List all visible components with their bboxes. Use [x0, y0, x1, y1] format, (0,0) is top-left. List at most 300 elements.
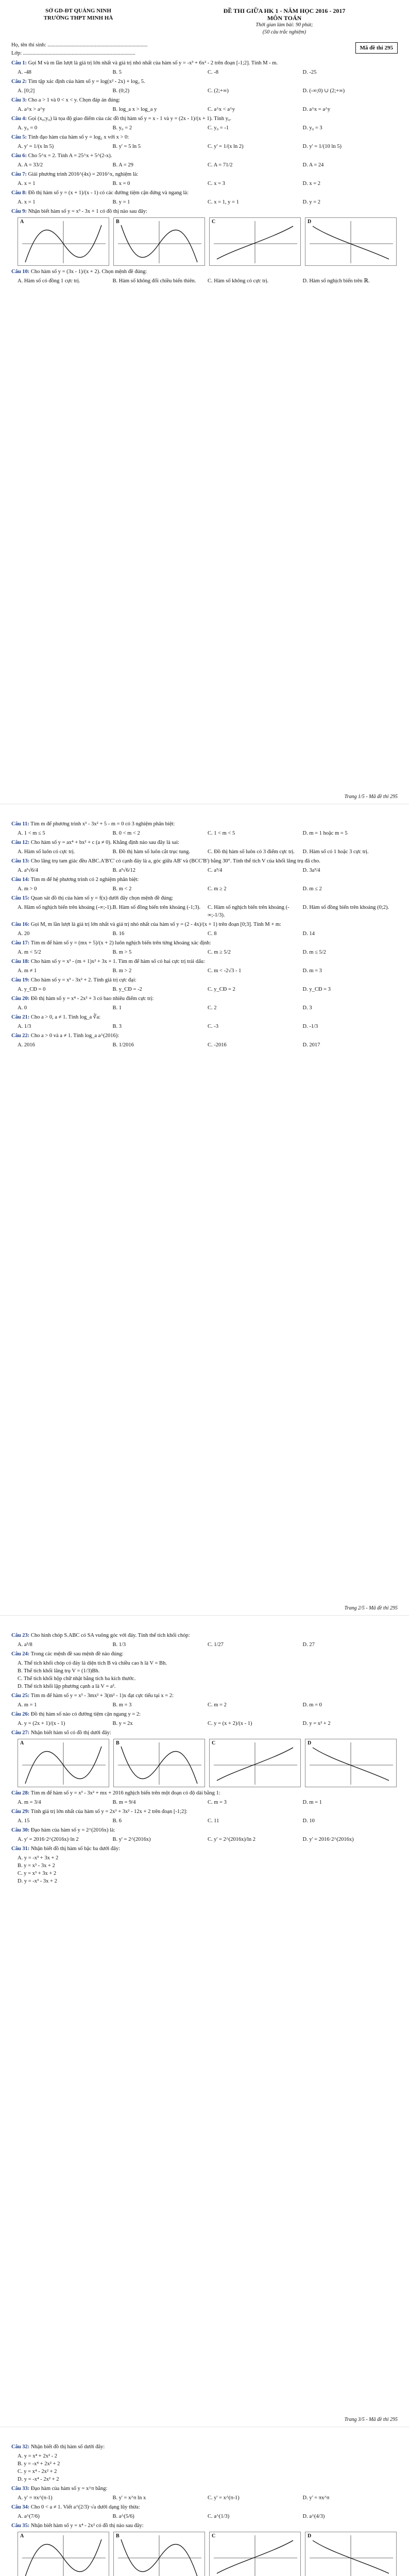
graph-option	[305, 1739, 397, 1787]
answer-option: D. Hàm số nghịch biến trên ℝ.	[302, 278, 370, 284]
exam-page	[0, 0, 409, 804]
answer-option: B. 1/3	[112, 1642, 126, 1648]
graph-options	[18, 217, 398, 266]
answer-option: D. -25	[302, 70, 317, 75]
student-name-field: Họ, tên thí sinh: ..........................................................................	[11, 42, 148, 48]
answer-option: A. Hàm số luôn có cực trị.	[18, 849, 75, 855]
question	[11, 1632, 398, 1639]
graph-option	[305, 2532, 397, 2576]
answer-options	[18, 948, 398, 956]
question-number: Câu 26:	[11, 1711, 30, 1717]
question	[11, 2503, 398, 2511]
question	[11, 921, 398, 928]
question-number: Câu 16:	[11, 922, 30, 927]
answer-options	[18, 2494, 398, 2502]
question-text: Tìm m để hàm số y = x³ - 3x² + mx + 2016 nghịch biến trên một đoạn có độ dài bằng 1:	[30, 1790, 220, 1796]
question	[11, 2522, 398, 2530]
answer-option: A. m > 0	[18, 886, 37, 892]
answer-option: C. y_CĐ = 2	[208, 987, 235, 992]
answer-options	[18, 69, 398, 76]
answer-option: B. y_CĐ = -2	[112, 987, 142, 992]
question-text: Tìm m để hệ phương trình có 2 nghiệm phân biệt:	[30, 877, 139, 883]
answer-option: B. x = 0	[112, 181, 130, 187]
question-number: Câu 19:	[11, 977, 30, 983]
question-number: Câu 28:	[11, 1790, 30, 1796]
graph-option	[209, 217, 301, 266]
question	[11, 1789, 398, 1797]
answer-option: C. y = x³ + 3x + 2	[18, 1871, 57, 1876]
answer-option: D. A = 24	[302, 162, 324, 168]
answer-option: B. y = -x⁴ + 2x² + 2	[18, 2461, 60, 2467]
question-number: Câu 30:	[11, 1827, 30, 1833]
function-graph	[210, 1739, 300, 1787]
answer-option: D. Thể tích khối lập phương cạnh a là V = a².	[18, 1684, 116, 1689]
answer-option: D. y = -x⁴ - 2x² + 2	[18, 2477, 59, 2482]
answer-option: D. m = 3	[302, 968, 322, 974]
answer-option: D. (-∞;0) ∪ (2;+∞)	[302, 88, 345, 94]
function-graph	[18, 218, 109, 265]
graph-option-label: B	[116, 2533, 120, 2539]
page-footer: Trang 1/5 - Mã đề thi 295	[344, 794, 398, 800]
answer-option: D. x = 2	[302, 181, 321, 187]
answer-option: B. Hàm số đồng biến trên khoảng (-1;3).	[112, 905, 201, 910]
function-graph	[18, 1739, 109, 1787]
question	[11, 839, 398, 846]
question-number: Câu 17:	[11, 940, 30, 946]
question-number: Câu 25:	[11, 1693, 30, 1699]
graph-option-label: C	[212, 1740, 216, 1746]
answer-option: B. m < 2	[112, 886, 132, 892]
answer-option: A. y_CĐ = 0	[18, 987, 46, 992]
function-graph	[210, 2532, 300, 2576]
answer-option: A. m = 3/4	[18, 1800, 41, 1805]
answer-option: D. 14	[302, 931, 315, 937]
question-text: Cho hàm số y = (3x - 1)/(x + 2). Chọn mệnh đề đúng:	[30, 269, 147, 275]
question-number: Câu 27:	[11, 1730, 30, 1736]
function-graph	[114, 2532, 204, 2576]
question	[11, 59, 398, 67]
question-number: Câu 18:	[11, 959, 30, 964]
answer-option: B. m = 9/4	[112, 1800, 136, 1805]
function-graph	[305, 1739, 396, 1787]
answer-option: A. 20	[18, 931, 30, 937]
answer-option: B. 1/2016	[112, 1042, 134, 1048]
question	[11, 1032, 398, 1040]
answer-option: D. m ≤ 5/2	[302, 950, 326, 955]
answer-option: B. y = 2x	[112, 1721, 133, 1726]
question-number: Câu 15:	[11, 895, 30, 901]
graph-option-label: B	[116, 1740, 120, 1746]
question	[11, 1692, 398, 1700]
answer-options	[18, 2513, 398, 2520]
answer-options	[18, 277, 398, 285]
question-text: Tìm m để phương trình x³ - 3x² + 5 - m = 0 có 3 nghiệm phân biệt:	[30, 821, 175, 827]
answer-option: A. y' = 1/(x ln 5)	[18, 144, 54, 149]
answer-options	[18, 124, 398, 132]
answer-option: C. -8	[208, 70, 218, 75]
question-number: Câu 9:	[11, 209, 27, 214]
question	[11, 939, 398, 947]
answer-option: A. 15	[18, 1818, 30, 1824]
time-note: Thời gian làm bài: 90 phút;	[255, 22, 313, 28]
graph-options	[18, 1739, 398, 1787]
graph-option-label: A	[20, 1740, 24, 1746]
answer-options	[18, 1004, 398, 1012]
answer-option: A. y' = 2016·2^(2016x)·ln 2	[18, 1837, 79, 1842]
question-text: Nhận biết đồ thị hàm số bậc ba dưới đây:	[30, 1846, 121, 1852]
question-text: Nhận biết hàm số có đồ thị dưới đây:	[30, 1730, 111, 1736]
answer-option: B. 0 < m < 2	[112, 831, 140, 836]
page-footer: Trang 2/5 - Mã đề thi 295	[344, 1605, 398, 1611]
answer-option: D. 10	[302, 1818, 315, 1824]
question-text: Tìm m để hàm số y = (mx + 5)/(x + 2) luôn nghịch biến trên từng khoảng xác định:	[30, 940, 211, 946]
answer-option: A. Hàm số nghịch biến trên khoảng (-∞;-1).	[18, 905, 113, 910]
question-number: Câu 34:	[11, 2504, 30, 2510]
question	[11, 208, 398, 215]
answer-option: D. y_CĐ = 3	[302, 987, 331, 992]
question	[11, 1650, 398, 1658]
answer-options	[18, 1023, 398, 1030]
question	[11, 958, 398, 965]
answer-option: A. y = (2x + 1)/(x - 1)	[18, 1721, 65, 1726]
question-text: Cho hàm số y = x³ - 3x² + 2. Tính giá trị cực đại:	[30, 977, 137, 983]
answer-option: A. 0	[18, 1005, 27, 1011]
question-number: Câu 35:	[11, 2523, 30, 2529]
answer-options	[18, 867, 398, 874]
graph-option	[209, 1739, 301, 1787]
answer-option: A. m ≠ 1	[18, 968, 37, 974]
question-text: Tìm m để hàm số y = x³ - 3mx² + 3(m² - 1)x đạt cực tiểu tại x = 2:	[30, 1693, 174, 1699]
graph-option	[113, 2532, 205, 2576]
answer-option: A. x = 1	[18, 199, 36, 205]
page-separator	[0, 1615, 409, 1623]
answer-option: A. [0;2]	[18, 88, 35, 94]
answer-option: B. y' = 5 ln 5	[112, 144, 141, 149]
graph-option-label: C	[212, 219, 216, 225]
answer-option: C. a^x < a^y	[208, 107, 235, 112]
question	[11, 268, 398, 276]
answer-option: D. y' = 1/(10 ln 5)	[302, 144, 342, 149]
question-text: Đạo hàm của hàm số y = 2^(2016x) là:	[30, 1827, 115, 1833]
answer-option: B. A = 29	[112, 162, 133, 168]
question-text: Đạo hàm của hàm số y = x^π bằng:	[30, 2486, 108, 2492]
answer-option: A. y₀ = 0	[18, 125, 38, 131]
graph-option-label: B	[116, 219, 120, 225]
graph-option	[18, 2532, 109, 2576]
answer-option: C. x = 1, y = 1	[208, 199, 239, 205]
answer-option: A. A = 33/2	[18, 162, 43, 168]
answer-option: D. 3a³/4	[302, 868, 320, 873]
question	[11, 876, 398, 884]
graph-option-label: C	[212, 2533, 216, 2539]
question-text: Nhận biết hàm số y = x³ - 3x + 1 có đồ thị nào sau đây:	[28, 209, 148, 214]
question-text: Cho a > 0 và a ≠ 1. Tính log_a a^(2016):	[30, 1033, 120, 1039]
question-text: Tính đạo hàm của hàm số y = log₂ x với x > 0:	[28, 134, 129, 140]
answer-option: C. m ≥ 2	[208, 886, 227, 892]
answer-option: A. Thể tích khối chóp có đáy là diện tích B và chiều cao h là V = Bh.	[18, 1660, 167, 1666]
answer-option: D. Hàm số đồng biến trên khoảng (0;2).	[302, 905, 389, 910]
answer-option: D. y = 2	[302, 199, 321, 205]
answer-options	[18, 143, 398, 150]
answer-option: C. -3	[208, 1024, 218, 1029]
function-graph	[114, 218, 204, 265]
answer-options	[18, 1720, 398, 1727]
answer-options	[18, 930, 398, 938]
answer-option: A. a^x > a^y	[18, 107, 45, 112]
question-number: Câu 8:	[11, 190, 27, 196]
answer-option: C. (2;+∞)	[208, 88, 229, 94]
question-number: Câu 20:	[11, 996, 30, 1002]
answer-option: B. Đồ thị hàm số luôn cắt trục tung.	[112, 849, 190, 855]
question	[11, 78, 398, 86]
answer-option: C. 11	[208, 1818, 219, 1824]
question-number: Câu 33:	[11, 2486, 30, 2492]
header-left	[11, 7, 145, 36]
question-text: Gọi M, m lần lượt là giá trị lớn nhất và giá trị nhỏ nhất của hàm số y = (2 - 4x)/(x + 1) trên đoạn [0;3]. Tính M + m:	[30, 922, 281, 927]
answer-option: C. m < -2√3 - 1	[208, 968, 242, 974]
graph-option	[305, 217, 397, 266]
answer-option: C. y = x⁴ - 2x² + 2	[18, 2469, 57, 2475]
question	[11, 1826, 398, 1834]
question-text: Đồ thị hàm số y = (x + 1)/(x - 1) có các đường tiệm cận đứng và ngang là:	[28, 190, 189, 196]
answer-options	[18, 986, 398, 993]
answer-options	[18, 161, 398, 169]
answer-option: B. y = x³ - 3x + 2	[18, 1863, 55, 1869]
question-number: Câu 5:	[11, 134, 27, 140]
question-text: Cho hình chóp S.ABC có SA vuông góc với đáy. Tính thể tích khối chóp:	[30, 1633, 190, 1638]
graph-option	[209, 2532, 301, 2576]
question-text: Gọi (x₀;y₀) là tọa độ giao điểm của các đồ thị hàm số y = x - 1 và y = (2x - 1)/(x + 1). Tính y₀.	[28, 116, 232, 122]
answer-option: B. Hàm số không đổi chiều biến thiên.	[112, 278, 196, 284]
answer-options	[18, 885, 398, 893]
answer-option: A. -48	[18, 70, 31, 75]
answer-options	[18, 1701, 398, 1709]
question	[11, 995, 398, 1003]
answer-option: D. y₀ = 3	[302, 125, 322, 131]
answer-option: C. y₀ = -1	[208, 125, 229, 131]
question	[11, 1808, 398, 1816]
question-number: Câu 21:	[11, 1014, 30, 1020]
answer-option: A. y = -x³ + 3x + 2	[18, 1855, 59, 1861]
answer-option: B. y₀ = 2	[112, 125, 132, 131]
question	[11, 115, 398, 123]
exam-page	[0, 2434, 409, 2576]
answer-options	[18, 1817, 398, 1825]
answer-option: D. a^(4/3)	[302, 2514, 325, 2519]
page-separator	[0, 2427, 409, 2434]
answer-options	[18, 967, 398, 975]
answer-option: A. 1 < m ≤ 5	[18, 831, 45, 836]
answer-option: A. 2016	[18, 1042, 35, 1048]
header-right	[171, 7, 398, 36]
answer-option: A. x = 1	[18, 181, 36, 187]
question	[11, 894, 398, 902]
answer-option: B. m > 5	[112, 950, 132, 955]
answer-option: B. m > 2	[112, 968, 132, 974]
question-number: Câu 3:	[11, 97, 27, 103]
question-text: Cho lăng trụ tam giác đều ABC.A'B'C' có cạnh đáy là a, góc giữa AB' và (BCC'B') bằng 30°. Tính thể tích V của khối lăng trụ đã cho.	[30, 858, 320, 864]
exam-header	[11, 7, 398, 36]
question-text: Đồ thị hàm số nào có đường tiệm cận ngang y = 2:	[30, 1711, 141, 1717]
answer-option: D. y = x² + 2	[302, 1721, 331, 1726]
answer-options	[18, 180, 398, 188]
question-number: Câu 29:	[11, 1809, 30, 1815]
answer-option: C. 2	[208, 1005, 217, 1011]
graph-option	[18, 1739, 109, 1787]
answer-options	[18, 1641, 398, 1649]
question-number: Câu 14:	[11, 877, 30, 883]
question	[11, 133, 398, 141]
answer-option: B. y' = x^π ln x	[112, 2495, 146, 2501]
answer-options	[18, 106, 398, 113]
graph-option-label: A	[20, 219, 24, 225]
question-number: Câu 2:	[11, 79, 27, 84]
answer-option: B. 16	[112, 931, 125, 937]
answer-option: C. -2016	[208, 1042, 227, 1048]
answer-option: D. -1/3	[302, 1024, 318, 1029]
question	[11, 171, 398, 178]
answer-option: D. y = -x³ - 3x + 2	[18, 1878, 57, 1884]
answer-option: C. m = 2	[208, 1702, 227, 1708]
question-text: Tính giá trị lớn nhất của hàm số y = 2x³ + 3x² - 12x + 2 trên đoạn [-1;2]:	[30, 1809, 188, 1815]
answer-options	[18, 1659, 398, 1690]
answer-options	[18, 1836, 398, 1843]
function-graph	[210, 218, 300, 265]
question-number: Câu 32:	[11, 2444, 30, 2450]
answer-option: D. m = 0	[302, 1702, 322, 1708]
page-footer: Trang 3/5 - Mã đề thi 295	[344, 2417, 398, 2422]
question-text: Cho hàm số y = ax⁴ + bx² + c (a ≠ 0). Khẳng định nào sau đây là sai:	[30, 840, 180, 845]
function-graph	[305, 218, 396, 265]
answer-option: A. m < 5/2	[18, 950, 41, 955]
question-text: Cho a > 0, a ≠ 1. Tính log_a ∛a:	[30, 1014, 101, 1020]
answer-option: D. m = 1 hoặc m = 5	[302, 831, 348, 836]
answer-options	[18, 2452, 398, 2483]
question-text: Cho 0 < a ≠ 1. Viết a^(2/3)·√a dưới dạng lũy thừa:	[30, 2504, 140, 2510]
answer-option: B. 3	[112, 1024, 122, 1029]
graph-option	[113, 217, 205, 266]
question	[11, 96, 398, 104]
answer-option: D. a^x = a^y	[302, 107, 331, 112]
question-text: Trong các mệnh đề sau mệnh đề nào đúng:	[30, 1651, 124, 1657]
answer-option: A. y = x⁴ + 2x² - 2	[18, 2453, 57, 2459]
answer-option: B. y = 1	[112, 199, 130, 205]
question-number: Câu 7:	[11, 172, 27, 177]
answer-option: C. y' = 1/(x ln 2)	[208, 144, 244, 149]
question	[11, 1729, 398, 1737]
answer-option: A. a³√6/4	[18, 868, 38, 873]
question-text: Gọi M và m lần lượt là giá trị lớn nhất và giá trị nhỏ nhất của hàm số y = -x³ + 6x² - 2 trên đoạn [-1;2]. Tính M - m.	[28, 60, 278, 66]
answer-option: D. m = 1	[302, 1800, 322, 1805]
answer-option: C. y' = x^(π-1)	[208, 2495, 240, 2501]
answer-options	[18, 198, 398, 206]
function-graph	[114, 1739, 204, 1787]
answer-option: A. Hàm số có đồng 1 cực trị.	[18, 278, 80, 284]
answer-option: A. 1/3	[18, 1024, 31, 1029]
graph-option-label: D	[308, 219, 312, 225]
school-name: TRƯỜNG THPT MINH HÀ	[43, 15, 113, 21]
answer-options	[18, 1799, 398, 1806]
answer-options	[18, 1854, 398, 1885]
question-number: Câu 1:	[11, 60, 27, 66]
question-number: Câu 10:	[11, 269, 30, 275]
answer-options	[18, 848, 398, 856]
graph-option	[18, 217, 109, 266]
answer-options	[18, 904, 398, 919]
question	[11, 152, 398, 160]
dept-name: SỞ GD-ĐT QUẢNG NINH	[45, 8, 111, 14]
answer-option: B. 1	[112, 1005, 122, 1011]
answer-option: A. m = 1	[18, 1702, 37, 1708]
question	[11, 1013, 398, 1021]
answer-options	[18, 1041, 398, 1049]
function-graph	[305, 2532, 396, 2576]
question-number: Câu 22:	[11, 1033, 30, 1039]
question-text: Cho 5^x = 2. Tính A = 25^x + 5^(2-x).	[28, 153, 112, 159]
question-number: Câu 31:	[11, 1846, 30, 1852]
answer-option: C. Thể tích khối hộp chữ nhật bằng tích ba kích thước.	[18, 1676, 136, 1682]
answer-option: C. a³/4	[208, 868, 223, 873]
question-text: Nhận biết hàm số y = x⁴ - 2x² có đồ thị nào sau đây:	[30, 2523, 144, 2529]
answer-option: A. a^(7/6)	[18, 2514, 40, 2519]
question-count: (50 câu trắc nghiệm)	[262, 29, 306, 35]
answer-option: C. 1 < m < 5	[208, 831, 235, 836]
question	[11, 820, 398, 828]
answer-option: A. a³/8	[18, 1642, 32, 1648]
answer-option: D. 2017	[302, 1042, 320, 1048]
answer-option: D. y' = πx^π	[302, 2495, 330, 2501]
answer-option: C. x = 3	[208, 181, 225, 187]
answer-option: B. 6	[112, 1818, 122, 1824]
question-text: Giải phương trình 2016^(4x) = 2016^x, nghiệm là:	[28, 172, 139, 177]
graph-option	[113, 1739, 205, 1787]
question-text: Tìm tập xác định của hàm số y = log(x² - 2x) + log₂ 5.	[28, 79, 145, 84]
graph-options	[18, 2532, 398, 2576]
answer-option: D. 3	[302, 1005, 312, 1011]
question	[11, 1845, 398, 1853]
question	[11, 2443, 398, 2451]
answer-option: B. a^(5/6)	[112, 2514, 134, 2519]
question-number: Câu 4:	[11, 116, 27, 122]
function-graph	[18, 2532, 109, 2576]
question	[11, 976, 398, 984]
question-number: Câu 13:	[11, 858, 30, 864]
answer-option: D. m ≤ 2	[302, 886, 322, 892]
answer-options	[18, 829, 398, 837]
exam-title: ĐỀ THI GIỮA HK 1 - NĂM HỌC 2016 - 2017	[223, 7, 346, 14]
student-info	[11, 41, 398, 58]
student-class-field: Lớp: ...................................................................................	[11, 50, 135, 56]
answer-option: B. y' = 2^(2016x)	[112, 1837, 151, 1842]
question-text: Quan sát đồ thị của hàm số y = f(x) dưới đây chọn mệnh đề đúng:	[30, 895, 174, 901]
answer-options	[18, 87, 398, 95]
answer-option: B. log_a x > log_a y	[112, 107, 157, 112]
question	[11, 857, 398, 865]
answer-option: A. y' = πx^(π-1)	[18, 2495, 53, 2501]
subject-name: MÔN TOÁN	[267, 14, 302, 22]
question-text: Đồ thị hàm số y = x⁴ - 2x² + 3 có bao nhiêu điểm cực trị:	[30, 996, 154, 1002]
answer-option: D. y' = 2016·2^(2016x)	[302, 1837, 354, 1842]
answer-option: C. Đồ thị hàm số luôn có 3 điểm cực trị.	[208, 849, 295, 855]
graph-option-label: D	[308, 2533, 312, 2539]
answer-option: D. Hàm số có 1 hoặc 3 cực trị.	[302, 849, 369, 855]
answer-option: C. 8	[208, 931, 217, 937]
exam-page	[0, 1623, 409, 2427]
answer-option: B. Thể tích khối lăng trụ V = (1/3)Bh.	[18, 1668, 100, 1674]
question-text: Cho hàm số y = x³ - (m + 1)x² + 3x + 1. Tìm m để hàm số có hai cực trị trái dấu:	[30, 959, 205, 964]
question	[11, 189, 398, 197]
answer-option: C. Hàm số nghịch biến trên khoảng (-∞;-1/3).	[208, 905, 289, 918]
